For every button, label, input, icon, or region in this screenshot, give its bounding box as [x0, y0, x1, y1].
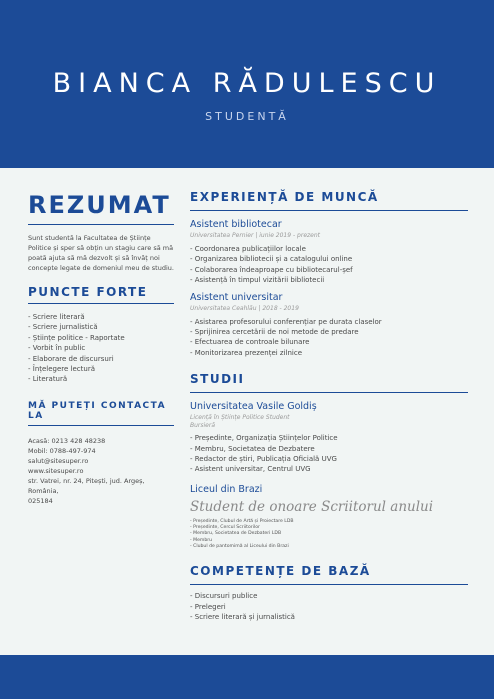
list-item: - Clubul de pantomimă al Liceului din Brazi [190, 544, 289, 550]
experience-heading: EXPERIENȚĂ DE MUNCĂ [190, 190, 379, 204]
study-scholarship: Bursieră [190, 422, 216, 430]
contact-divider [28, 425, 174, 426]
contact-email[interactable]: salut@sitesuper.ro [28, 456, 89, 465]
contact-heading: MĂ PUTEȚI CONTACTA LA [28, 400, 167, 421]
job-meta: Universitatea Pernier | iunie 2019 - prezent [190, 232, 321, 239]
list-item: - Membru [190, 537, 213, 543]
list-item: - Scriere jurnalistică [28, 323, 98, 332]
skills-list [190, 591, 468, 622]
honor-quote: Student de onoare Scriitorul anului [190, 498, 434, 515]
contact-mobile: Mobil: 0788-497-974 [28, 446, 96, 455]
job-entry [190, 292, 468, 359]
list-item: - Scriere literară [28, 313, 85, 321]
studies-divider [190, 392, 468, 393]
studies-heading: STUDII [190, 372, 245, 387]
study-entry [190, 401, 468, 475]
list-item: - Președinte, Clubul de Artă și Proiectare LDB [190, 518, 294, 524]
list-item: - Organizarea bibliotecii și a catalogului online [190, 255, 353, 264]
list-item: - Științe politice - Raportate [28, 333, 125, 342]
job-title: Asistent universitar [190, 291, 283, 303]
list-item: - Asistent universitar, Centrul UVG [190, 465, 311, 474]
contact-block [28, 436, 174, 506]
summary-text: Sunt studentă la Facultatea de Științe Politice și sper să obțin un stagiu care să mă poată ajuta să mă dezvolt și să învăț noi concepte legate de domeniul meu de studiu. [28, 234, 174, 272]
list-item: - Elaborare de discursuri [28, 354, 114, 363]
footer-band [0, 655, 494, 699]
list-item: - Discursuri publice [190, 592, 258, 601]
candidate-name: BIANCA RĂDULESCU [52, 68, 442, 99]
study-title: Liceul din Brazi [190, 483, 263, 495]
study-title: Universitatea Vasile Goldiș [190, 401, 317, 413]
skills-divider [190, 584, 468, 585]
experience-divider [190, 210, 468, 211]
job-meta: Universitatea Ceahlău | 2018 - 2019 [190, 304, 299, 312]
job-entry [190, 219, 468, 286]
contact-postal-code: 025184 [28, 496, 53, 505]
list-item: - Scriere literară și jurnalistică [190, 613, 295, 622]
list-item: - Efectuarea de controale bilunare [190, 338, 310, 347]
list-item: - Colaborarea îndeaproape cu bibliotecarul-șef [190, 265, 353, 274]
summary-divider [28, 224, 174, 225]
list-item: - Vorbit în public [28, 344, 86, 353]
strengths-heading: PUNCTE FORTE [28, 285, 148, 299]
list-item: - Sprijinirea cercetării de noi metode de predare [190, 328, 359, 337]
list-item: - Președinte, Cercul Scriitorilor [190, 525, 260, 531]
strengths-divider [28, 303, 174, 304]
list-item: - Asistarea profesorului conferențiar pe durata claselor [190, 317, 382, 326]
strengths-list [28, 312, 174, 385]
header-band [0, 0, 494, 168]
list-item: - Asistență în timpul vizitării bibliotecii [190, 276, 325, 285]
list-item: - Monitorizarea prezenței zilnice [190, 348, 303, 357]
right-column [190, 190, 468, 623]
summary-heading: REZUMAT [28, 191, 171, 219]
list-item: - Membru, Societatea de Dezbatere [190, 444, 315, 453]
contact-website[interactable]: www.sitesuper.ro [28, 466, 84, 475]
candidate-role: STUDENTĂ [205, 110, 289, 123]
list-item: - Președinte, Organizația Științelor Politice [190, 434, 338, 443]
list-item: - Literatură [28, 375, 68, 384]
contact-home-phone: Acasă: 0213 428 48238 [28, 436, 106, 445]
skills-heading: COMPETENȚE DE BAZĂ [190, 564, 371, 579]
left-column [28, 190, 174, 506]
contact-address: str. Vatrei, nr. 24, Pitești, jud. Argeș, România, [28, 476, 145, 495]
list-item: - Membru, Societatea de Dezbateri LDB [190, 531, 282, 537]
job-title: Asistent bibliotecar [190, 219, 282, 230]
study-entry [190, 484, 468, 550]
study-degree: Licență în Științe Politice Student [190, 414, 290, 422]
list-item: - Prelegeri [190, 602, 226, 611]
list-item: - Coordonarea publicațiilor locale [190, 245, 306, 253]
list-item: - Redactor de știri, Publicația Oficială UVG [190, 455, 337, 464]
list-item: - Înțelegere lectură [28, 365, 96, 374]
